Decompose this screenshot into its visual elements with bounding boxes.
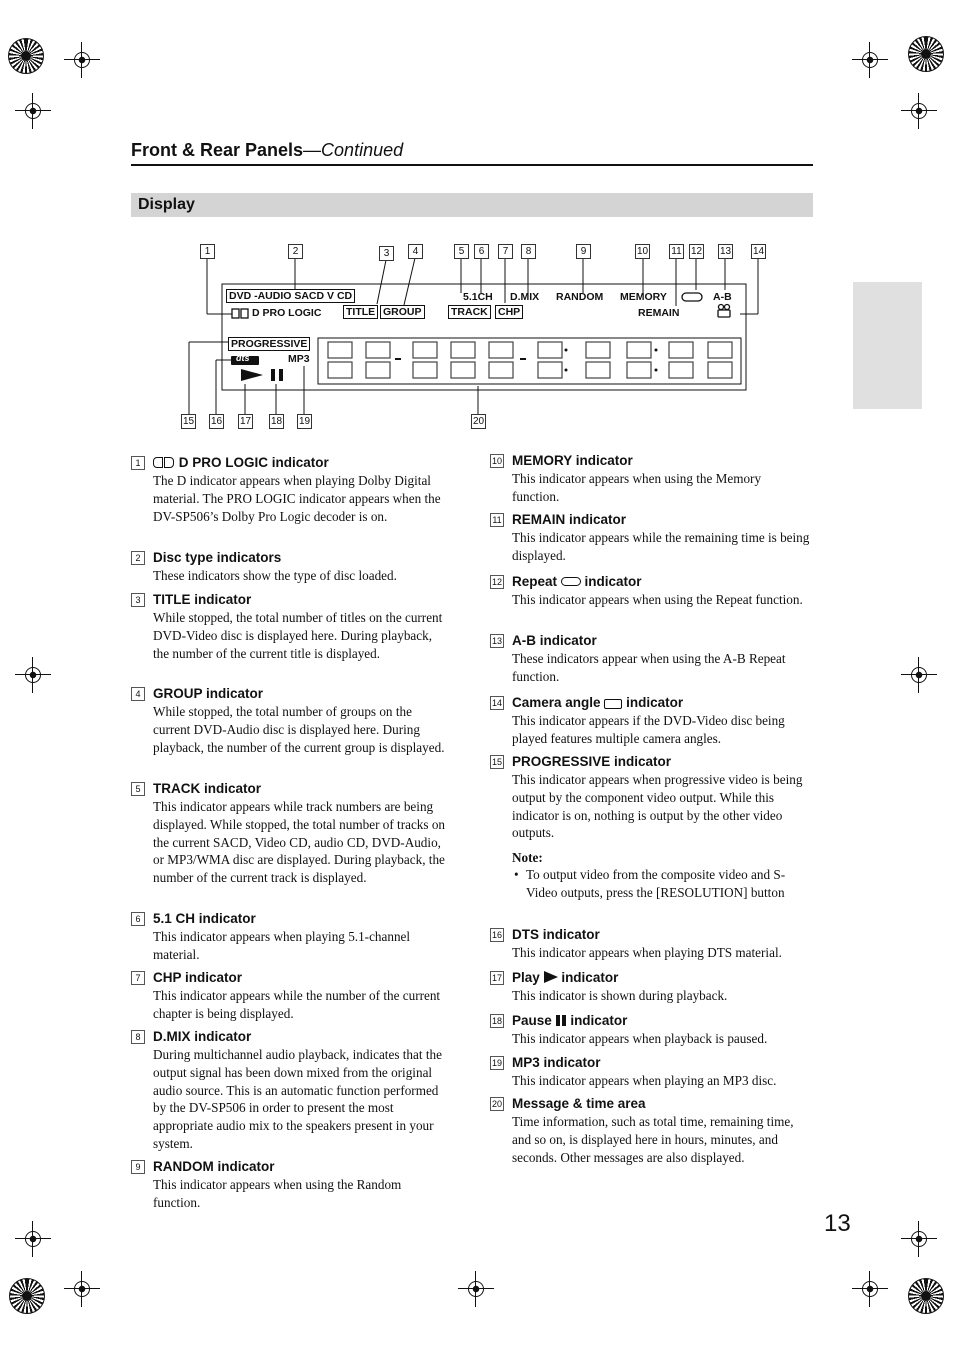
item-3 [131,591,451,662]
item-10 [490,452,810,506]
item-title: D PRO LOGIC indicator [178,455,329,470]
item-title: DTS indicator [512,927,600,942]
item-title: Camera angle [512,695,601,710]
label-memory: MEMORY [620,291,667,303]
heading-continued: —Continued [303,140,404,160]
label-ab: A-B [713,291,732,303]
callout-5: 5 [454,244,469,259]
item-number: 2 [131,551,145,565]
item-number: 18 [491,1016,502,1026]
registration-rosette-bottom-right [908,1278,944,1314]
callout-12: 12 [690,246,703,257]
item-desc: This indicator is shown during playback. [512,988,728,1003]
item-5 [131,780,451,887]
item-title: D.MIX indicator [153,1029,252,1044]
label-remain: REMAIN [638,307,680,319]
item-1 [131,454,451,525]
item-desc: These indicators show the type of disc loaded. [153,568,397,583]
item-title: Repeat [512,574,558,589]
item-desc: While stopped, the total number of titles on the current DVD-Video disc is displayed here. During playback, the number of the current title is displayed. [153,610,443,661]
label-group: GROUP [380,305,425,319]
item-12 [490,573,810,609]
item-title: A-B indicator [512,633,597,648]
item-number: 20 [491,1099,502,1109]
callout-17: 17 [239,416,252,427]
crop-mark-icon [74,52,90,68]
section-title: Display [138,196,195,213]
item-title: MEMORY indicator [512,453,633,468]
item-desc: These indicators appear when using the A-B Repeat function. [512,651,786,684]
item-11 [490,511,810,565]
item-number: 10 [491,456,502,466]
label-vcd: V CD [327,290,353,302]
item-14 [490,694,810,748]
display-diagram [180,238,780,438]
item-desc: This indicator appears if the DVD-Video disc being played features multiple camera angles. [512,713,785,746]
registration-rosette-top-right [908,36,944,72]
item-title: GROUP indicator [153,686,264,701]
item-13 [490,632,810,686]
callout-7: 7 [498,244,513,259]
item-desc: This indicator appears when playback is paused. [512,1031,768,1046]
page-heading [131,140,403,161]
item-15 [490,753,810,842]
heading-title: Front & Rear Panels [131,140,304,160]
item-number: 4 [131,687,145,701]
registration-rosette-top-left [8,38,44,74]
callout-6: 6 [474,244,489,259]
item-title: PROGRESSIVE indicator [512,754,672,769]
dolby-icon [164,457,174,468]
callout-1: 1 [200,244,215,259]
crop-mark-icon [25,1231,41,1247]
note [490,850,810,902]
item-desc: This indicator appears when playing 5.1-channel material. [153,929,411,962]
item-title: Message & time area [512,1096,646,1111]
registration-rosette-bottom-left [9,1278,45,1314]
crop-mark-icon [911,667,927,683]
item-number: 11 [490,513,504,527]
callout-11: 11 [669,244,684,259]
callout-15: 15 [182,416,195,427]
item-number: 15 [491,757,502,767]
crop-mark-icon [25,103,41,119]
item-desc: Time information, such as total time, remaining time, and so on, is displayed here in hours, minutes, and seconds. Other messages are also displayed. [512,1114,794,1165]
crop-mark-icon [25,667,41,683]
label-dmix: D.MIX [510,291,540,303]
item-title-suffix: indicator [561,970,619,985]
callout-19: 19 [298,416,311,427]
callout-4: 4 [408,244,423,259]
item-number: 3 [131,593,145,607]
item-number: 12 [491,577,502,587]
item-6 [131,910,451,964]
label-dts: dts [236,353,250,363]
item-title: REMAIN indicator [512,512,627,527]
item-desc: This indicator appears while track numbers are being displayed. While stopped, the total number of tracks on the current SACD, Video CD, audio CD, DVD-Audio, or MP3/WMA disc are displayed. During playback, the number of the current track is displayed. [153,799,446,886]
item-number: 16 [491,930,502,940]
item-number: 7 [131,971,145,985]
item-4 [131,685,451,756]
callout-18: 18 [270,416,283,427]
item-number: 9 [131,1160,145,1174]
item-desc: During multichannel audio playback, indicates that the output signal has been down mixed from the original audio source. This is an automatic function performed by the DV-SP506 in order to present the most appropriate audio mix to the speakers present in your system. [153,1047,442,1151]
label-chp: CHP [495,305,523,319]
note-title: Note: [512,850,543,865]
item-title: TRACK indicator [153,781,261,796]
item-18 [490,1012,810,1048]
item-2 [131,549,451,585]
item-desc: This indicator appears while the number of the current chapter is being displayed. [153,988,441,1021]
pause-icon [556,1015,560,1026]
side-tab [853,282,922,409]
repeat-icon [561,577,581,586]
camera-angle-icon [604,699,622,709]
item-title: Pause [512,1013,552,1028]
item-20 [490,1095,810,1166]
item-number: 8 [131,1030,145,1044]
crop-mark-icon [74,1281,90,1297]
item-title: TITLE indicator [153,592,252,607]
item-number: 6 [131,912,145,926]
callout-3: 3 [379,246,394,261]
item-9 [131,1158,451,1212]
item-number: 14 [491,698,502,708]
callout-10: 10 [636,246,649,257]
item-desc: This indicator appears when using the Memory function. [512,471,762,504]
item-number: 13 [491,636,502,646]
crop-mark-icon [862,1281,878,1297]
item-number: 1 [131,456,145,470]
note-text: • To output video from the composite video and S-Video outputs, press the [RESOLUTION] button [526,866,810,902]
item-7 [131,969,451,1023]
item-8 [131,1028,451,1153]
item-desc: This indicator appears when playing DTS material. [512,945,782,960]
label-dvd-audio: DVD -AUDIO [229,290,292,302]
callout-16: 16 [210,416,223,427]
heading-rule [131,164,813,166]
label-d-pro-logic: D PRO LOGIC [252,307,322,319]
label-mp3: MP3 [288,353,310,365]
item-19 [490,1054,810,1090]
callout-13: 13 [719,246,732,257]
item-title: MP3 indicator [512,1055,601,1070]
page-number: 13 [824,1210,851,1237]
item-title: 5.1 CH indicator [153,911,256,926]
item-title-suffix: indicator [584,574,642,589]
crop-mark-icon [468,1281,484,1297]
item-title-suffix: indicator [570,1013,628,1028]
callout-9: 9 [576,244,591,259]
item-17 [490,969,810,1005]
callout-20: 20 [472,416,485,427]
callout-8: 8 [521,244,536,259]
label-5-1ch: 5.1CH [463,291,493,303]
item-number: 5 [131,782,145,796]
item-desc: This indicator appears when playing an MP3 disc. [512,1073,777,1088]
item-title: RANDOM indicator [153,1159,275,1174]
section-bar [131,193,813,217]
crop-mark-icon [911,103,927,119]
item-desc: This indicator appears when progressive video is being output by the component video output. While this indicator is on, nothing is output by the other video outputs. [512,772,803,841]
item-desc: This indicator appears when using the Random function. [153,1177,402,1210]
item-16 [490,926,810,962]
item-desc: The D indicator appears when playing Dolby Digital material. The PRO LOGIC indicator appears when the DV-SP506’s Dolby Pro Logic decoder is on. [153,473,441,524]
crop-mark-icon [862,52,878,68]
crop-mark-icon [911,1231,927,1247]
item-title: CHP indicator [153,970,243,985]
item-desc: This indicator appears when using the Repeat function. [512,592,803,607]
label-title: TITLE [343,305,378,319]
callout-2: 2 [288,244,303,259]
label-random: RANDOM [556,291,604,303]
label-progressive: PROGRESSIVE [228,337,310,351]
item-number: 17 [491,973,502,983]
item-desc: While stopped, the total number of groups on the current DVD-Audio disc is displayed here. During playback, the number of the current group is displayed. [153,704,445,755]
item-title-suffix: indicator [626,695,684,710]
item-title: Disc type indicators [153,550,282,565]
label-sacd: SACD [294,290,325,302]
item-title: Play [512,970,540,985]
label-track: TRACK [448,305,491,319]
item-desc: This indicator appears while the remaining time is being displayed. [512,530,810,563]
play-icon [544,971,558,983]
disc-type-indicators [226,289,355,303]
callout-14: 14 [752,246,765,257]
item-number: 19 [491,1058,502,1068]
dolby-icon [153,457,163,468]
